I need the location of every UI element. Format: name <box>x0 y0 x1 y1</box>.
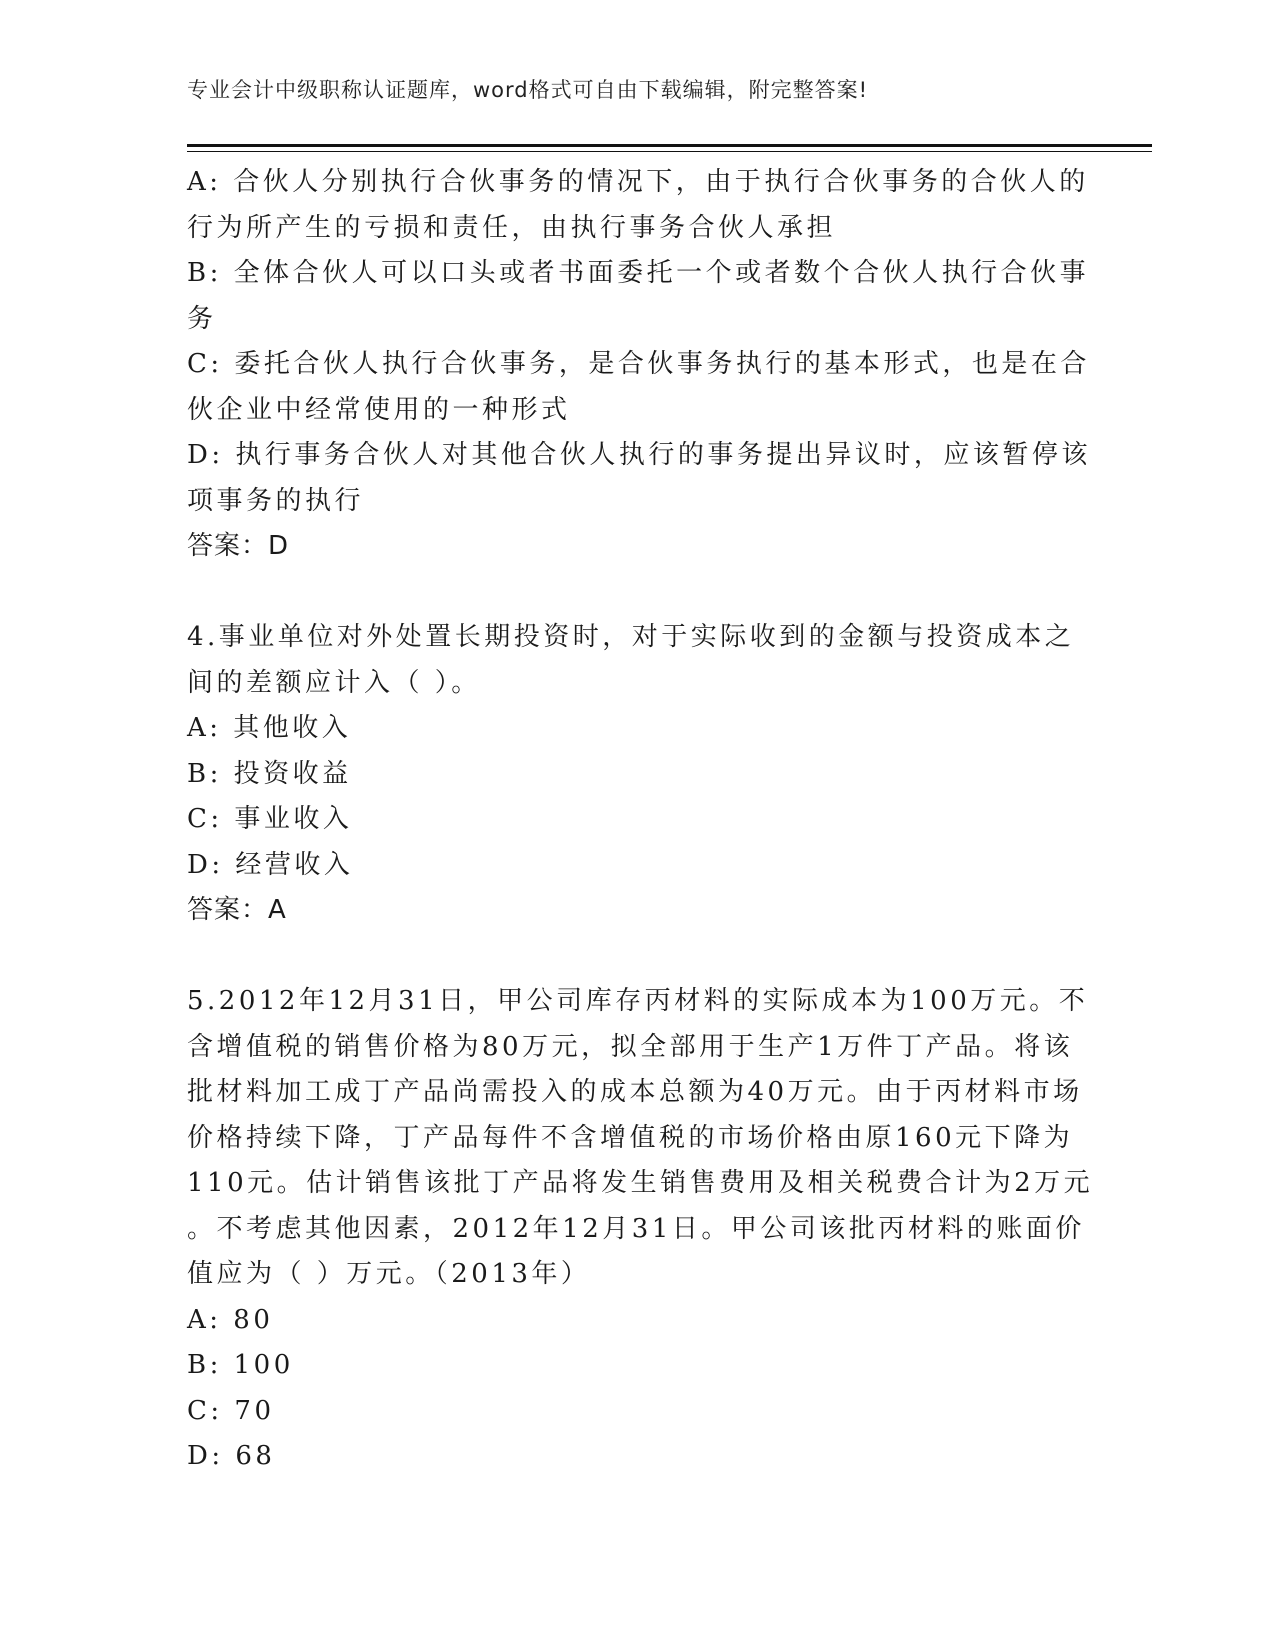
q5-option-c: C: 70 <box>187 1395 275 1426</box>
page-header: 专业会计中级职称认证题库，word格式可自由下载编辑，附完整答案! <box>187 78 869 102</box>
q5-stem-line7: 值应为（ ）万元。（2013年） <box>187 1259 591 1289</box>
q4-option-d: D: 经营收入 <box>187 849 354 880</box>
q4-option-a: A: 其他收入 <box>187 713 352 743</box>
q5-stem-line5: 110元。估计销售该批丁产品将发生销售费用及相关税费合计为2万元 <box>187 1168 1094 1198</box>
q5-stem-line6: 。不考虑其他因素，2012年12月31日。甲公司该批丙材料的账面价 <box>187 1213 1085 1244</box>
q3-option-b-line2: 务 <box>187 303 217 334</box>
q3-answer: 答案：D <box>187 531 290 561</box>
q4-option-c: C: 事业收入 <box>187 804 353 834</box>
q3-option-d-line1: D: 执行事务合伙人对其他合伙人执行的事务提出异议时，应该暂停该 <box>187 440 1091 470</box>
q3-option-a-line2: 行为所产生的亏损和责任，由执行事务合伙人承担 <box>187 212 837 243</box>
q5-option-a: A: 80 <box>187 1304 274 1335</box>
q3-option-a-line1: A: 合伙人分别执行合伙事务的情况下，由于执行合伙事务的合伙人的 <box>187 167 1089 197</box>
question-content <box>187 160 1094 1480</box>
q5-stem-line3: 批材料加工成丁产品尚需投入的成本总额为40万元。由于丙材料市场 <box>187 1077 1083 1107</box>
header-rule-thin <box>187 151 1152 152</box>
q4-stem-line2: 间的差额应计入（ ）。 <box>187 667 481 698</box>
q5-option-d: D: 68 <box>187 1441 276 1471</box>
q5-stem-line4: 价格持续下降，丁产品每件不含增值税的市场价格由原160元下降为 <box>187 1122 1074 1153</box>
q5-option-b: B: 100 <box>187 1350 294 1380</box>
q5-stem-line2: 含增值税的销售价格为80万元，拟全部用于生产1万件丁产品。将该 <box>187 1031 1074 1062</box>
q3-option-c-line1: C: 委托合伙人执行合伙事务，是合伙事务执行的基本形式，也是在合 <box>187 349 1090 379</box>
q3-option-d-line2: 项事务的执行 <box>187 485 365 516</box>
q4-answer: 答案：A <box>187 895 287 925</box>
q4-option-b: B: 投资收益 <box>187 758 352 789</box>
q3-option-b-line1: B: 全体合伙人可以口头或者书面委托一个或者数个合伙人执行合伙事 <box>187 258 1090 288</box>
q4-stem-line1: 4.事业单位对外处置长期投资时，对于实际收到的金额与投资成本之 <box>187 622 1075 652</box>
q3-option-c-line2: 伙企业中经常使用的一种形式 <box>187 394 571 425</box>
header-rule-thick <box>187 144 1152 147</box>
q5-stem-line1: 5.2012年12月31日，甲公司库存丙材料的实际成本为100万元。不 <box>187 986 1089 1016</box>
